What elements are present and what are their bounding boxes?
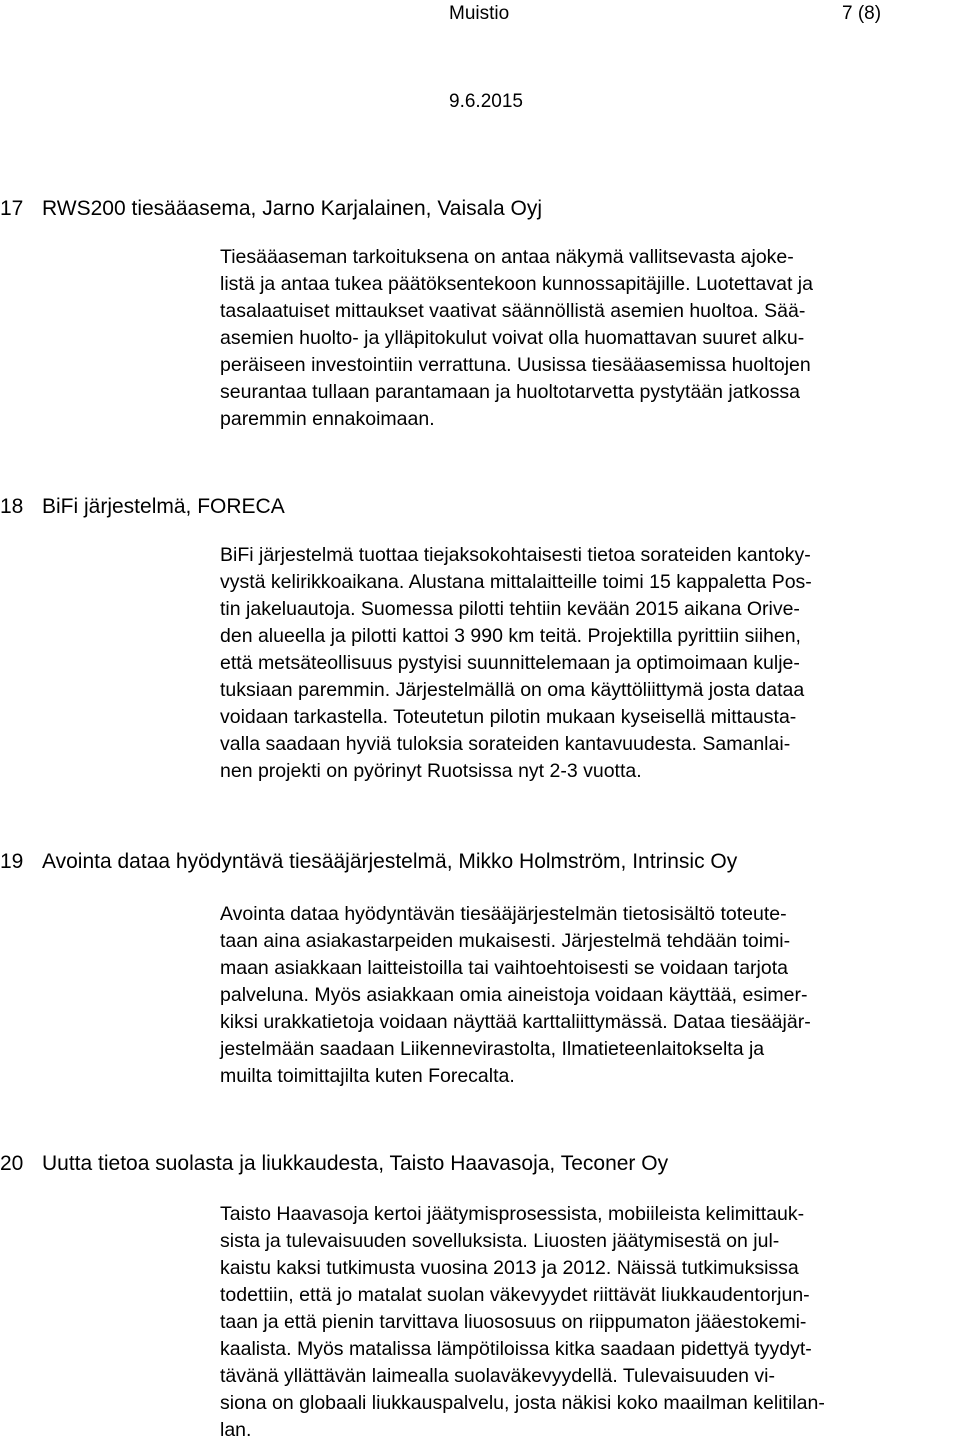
paragraph-line: jestelmään saadaan Liikennevirastolta, Ilmatieteenlaitokselta ja	[220, 1038, 765, 1060]
paragraph-line: tin jakeluautoja. Suomessa pilotti tehtiin kevään 2015 aikana Orive-	[220, 598, 800, 620]
paragraph-line: paremmin ennakoimaan.	[220, 408, 435, 430]
section-number: 18	[0, 495, 24, 518]
document-date: 9.6.2015	[449, 91, 523, 112]
section-heading-19	[0, 849, 737, 875]
paragraph-line: nen projekti on pyörinyt Ruotsissa nyt 2-3 vuotta.	[220, 760, 642, 782]
section-body-19	[220, 901, 960, 1090]
section-number: 20	[0, 1152, 24, 1175]
paragraph-line: voidaan tarkastella. Toteutetun pilotin mukaan kyseisellä mittausta-	[220, 706, 797, 728]
paragraph-line: tuksiaan paremmin. Järjestelmällä on oma käyttöliittymä josta dataa	[220, 679, 805, 701]
paragraph-line: Avointa dataa hyödyntävän tiesääjärjestelmän tietosisältö toteute-	[220, 903, 787, 925]
paragraph-line: siona on globaali liukkauspalvelu, josta näkisi koko maailman kelitilan-	[220, 1392, 825, 1414]
paragraph-line: palveluna. Myös asiakkaan omia aineistoja voidaan käyttää, esimer-	[220, 984, 808, 1006]
paragraph-line: tävänä yllättävän laimealla suolaväkevyydellä. Tulevaisuuden vi-	[220, 1365, 775, 1387]
section-number: 19	[0, 850, 24, 873]
paragraph-line: vystä kelirikkoaikana. Alustana mittalaitteille toimi 15 kappaletta Pos-	[220, 571, 812, 593]
paragraph-line: sista ja tulevaisuuden sovelluksista. Liuosten jäätymisestä on jul-	[220, 1230, 780, 1252]
section-heading-18	[0, 494, 285, 520]
paragraph-line: listä ja antaa tukea päätöksentekoon kunnossapitäjille. Luotettavat ja	[220, 273, 813, 295]
paragraph-line: taan ja että pienin tarvittava liuososuus on riippumaton jääestokemi-	[220, 1311, 807, 1333]
paragraph-line: kiksi urakkatietoja voidaan näyttää karttaliittymässä. Dataa tiesääjär-	[220, 1011, 811, 1033]
paragraph-line: todettiin, että jo matalat suolan väkevyydet riittävät liukkaudentorjun-	[220, 1284, 810, 1306]
section-body-20	[220, 1201, 960, 1444]
section-body-17	[220, 244, 960, 433]
page-number: 7 (8)	[842, 3, 882, 24]
section-heading-17	[0, 196, 542, 222]
section-body-18	[220, 542, 960, 785]
paragraph-line: taan aina asiakastarpeiden mukaisesti. Järjestelmä tehdään toimi-	[220, 930, 791, 952]
paragraph-line: kaistu kaksi tutkimusta vuosina 2013 ja 2012. Näissä tutkimuksissa	[220, 1257, 799, 1279]
paragraph-line: muilta toimittajilta kuten Forecalta.	[220, 1065, 515, 1087]
paragraph-line: että metsäteollisuus pystyisi suunnittelemaan ja optimoimaan kulje-	[220, 652, 800, 674]
paragraph-line: peräiseen investointiin verrattuna. Uusissa tiesääasemissa huoltojen	[220, 354, 811, 376]
paragraph-line: tasalaatuiset mittaukset vaativat säännöllistä asemien huoltoa. Sää-	[220, 300, 806, 322]
document-type: Muistio	[449, 3, 510, 24]
section-number: 17	[0, 197, 24, 220]
section-title: BiFi järjestelmä, FORECA	[42, 495, 285, 518]
paragraph-line: den alueella ja pilotti kattoi 3 990 km teitä. Projektilla pyrittiin siihen,	[220, 625, 801, 647]
paragraph-line: lan.	[220, 1419, 252, 1441]
paragraph-line: maan asiakkaan laitteistoilla tai vaihtoehtoisesti se voidaan tarjota	[220, 957, 788, 979]
paragraph-line: asemien huolto- ja ylläpitokulut voivat olla huomattavan suuret alku-	[220, 327, 805, 349]
paragraph-line: Taisto Haavasoja kertoi jäätymisprosessista, mobiileista kelimittauk-	[220, 1203, 805, 1225]
paragraph-line: BiFi järjestelmä tuottaa tiejaksokohtaisesti tietoa sorateiden kantoky-	[220, 544, 811, 566]
paragraph-line: Tiesääaseman tarkoituksena on antaa näkymä vallitsevasta ajoke-	[220, 246, 794, 268]
paragraph-line: valla saadaan hyviä tuloksia sorateiden kantavuudesta. Samanlai-	[220, 733, 791, 755]
section-title: RWS200 tiesääasema, Jarno Karjalainen, Vaisala Oyj	[42, 197, 542, 220]
section-title: Uutta tietoa suolasta ja liukkaudesta, Taisto Haavasoja, Teconer Oy	[42, 1152, 669, 1175]
section-title: Avointa dataa hyödyntävä tiesääjärjestelmä, Mikko Holmström, Intrinsic Oy	[42, 850, 738, 873]
paragraph-line: seurantaa tullaan parantamaan ja huoltotarvetta pystytään jatkossa	[220, 381, 800, 403]
section-heading-20	[0, 1151, 668, 1177]
paragraph-line: kaalista. Myös matalissa lämpötiloissa kitka saadaan pidettyä tyydyt-	[220, 1338, 812, 1360]
